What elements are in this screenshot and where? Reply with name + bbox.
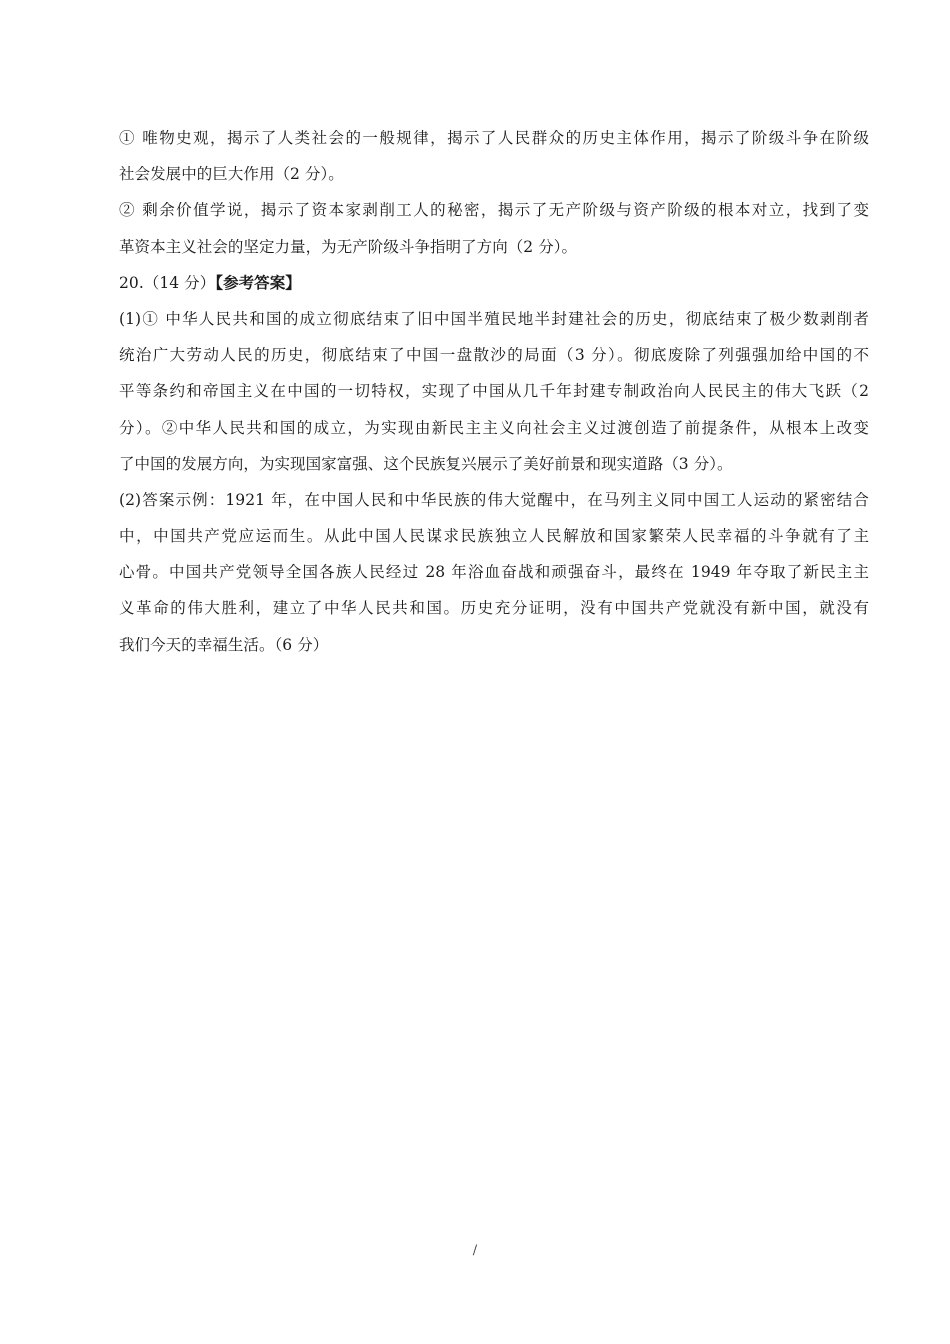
text-line: ① 唯物史观，揭示了人类社会的一般规律，揭示了人民群众的历史主体作用，揭示了阶级斗争在阶级 [119,129,869,147]
text-line: 我们今天的幸福生活。（6 分） [119,635,329,654]
question-heading [119,265,869,301]
question-number: 20.（14 分） [119,273,216,292]
text-line: 中，中国共产党应运而生。从此中国人民谋求民族独立人民解放和国家繁荣人民幸福的斗争就有了主 [119,527,869,546]
text-line: (2)答案示例：1921 年，在中国人民和中华民族的伟大觉醒中，在马列主义同中国工人运动的紧密结合 [119,490,869,509]
document-body [119,120,869,663]
text-line: 社会发展中的巨大作用（2 分）。 [119,165,344,184]
text-line: ② 剩余价值学说，揭示了资本家剥削工人的秘密，揭示了无产阶级与资产阶级的根本对立，找到了变 [119,201,869,220]
text-line: (1)① 中华人民共和国的成立彻底结束了旧中国半殖民地半封建社会的历史，彻底结束了极少数剥削者 [119,309,869,328]
text-line: 分）。②中华人民共和国的成立，为实现由新民主主义向社会主义过渡创造了前提条件，从根本上改变 [119,418,869,437]
text-line: 心骨。中国共产党领导全国各族人民经过 28 年浴血奋战和顽强奋斗，最终在 1949 年夺取了新民主主 [119,563,869,582]
page-footer: / [472,1243,478,1258]
answer-label: 【参考答案】 [215,272,301,292]
text-line: 统治广大劳动人民的历史，彻底结束了中国一盘散沙的局面（3 分）。彻底废除了列强强加给中国的不 [119,346,869,365]
text-line: 革资本主义社会的坚定力量，为无产阶级斗争指明了方向（2 分）。 [119,237,578,256]
text-line: 了中国的发展方向，为实现国家富强、这个民族复兴展示了美好前景和现实道路（3 分）。 [119,454,733,473]
text-line: 平等条约和帝国主义在中国的一切特权，实现了中国从几千年封建专制政治向人民民主的伟大飞跃（2 [119,382,869,401]
text-line: 义革命的伟大胜利，建立了中华人民共和国。历史充分证明，没有中国共产党就没有新中国，就没有 [119,599,869,618]
